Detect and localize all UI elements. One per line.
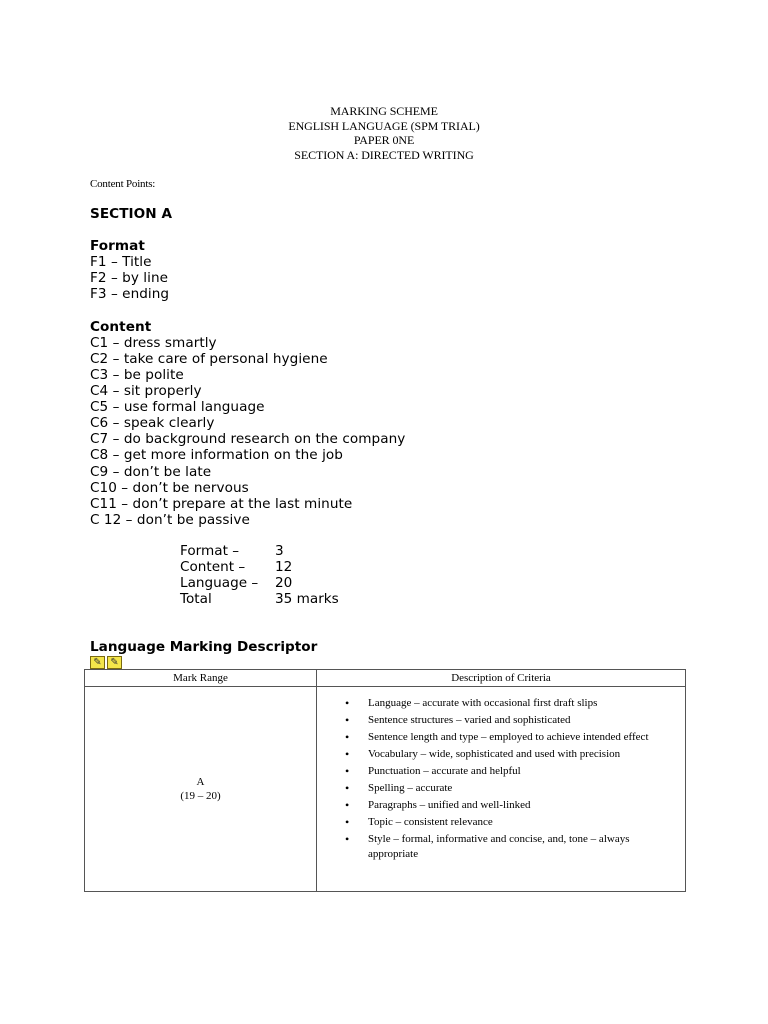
criteria-header: Description of Criteria: [317, 670, 686, 687]
header-paper: PAPER 0NE: [353, 133, 415, 147]
criteria-item: • Paragraphs – unified and well-linked: [368, 798, 675, 813]
content-points-label: Content Points:: [90, 178, 156, 190]
document-header: [0, 104, 768, 162]
comment-icon[interactable]: ✎: [90, 656, 105, 669]
section-heading: SECTION A: [90, 206, 173, 222]
content-item: C6 – speak clearly: [90, 415, 215, 432]
comment-icon[interactable]: ✎: [107, 656, 122, 669]
criteria-item: • Vocabulary – wide, sophisticated and used with precision: [368, 747, 675, 762]
content-item: C 12 – don’t be passive: [90, 511, 250, 528]
comment-markers: [90, 656, 122, 669]
format-item: F1 – Title: [90, 254, 152, 271]
criteria-item: • Topic – consistent relevance: [368, 815, 675, 830]
mark-range-cell: [85, 687, 317, 892]
content-heading: Content: [90, 318, 152, 335]
header-section: SECTION A: DIRECTED WRITING: [294, 147, 474, 162]
summary-value: 3: [275, 543, 284, 559]
criteria-item: • Style – formal, informative and concise, and, tone – always appropriate: [368, 832, 675, 862]
grade-range: (19 – 20): [180, 790, 221, 802]
criteria-item: • Sentence structures – varied and sophisticated: [368, 713, 675, 728]
content-item: C2 – take care of personal hygiene: [90, 350, 328, 367]
table-row: [85, 687, 686, 892]
content-item: C11 – don’t prepare at the last minute: [90, 495, 353, 512]
summary-value: 35 marks: [275, 591, 339, 608]
summary-label: Total: [180, 591, 212, 608]
grade-label: A: [196, 776, 205, 788]
summary-label: Content –: [180, 559, 246, 576]
header-title: MARKING SCHEME: [330, 104, 438, 118]
table-header-row: [85, 670, 686, 687]
criteria-item: • Punctuation – accurate and helpful: [368, 764, 675, 779]
criteria-item: • Spelling – accurate: [368, 781, 675, 796]
content-item: C7 – do background research on the company: [90, 431, 406, 448]
section-a-block: [90, 206, 405, 528]
criteria-cell: [317, 687, 686, 892]
content-item: C8 – get more information on the job: [90, 447, 343, 464]
content-item: C10 – don’t be nervous: [90, 479, 249, 496]
format-heading: Format: [90, 238, 145, 255]
descriptor-title: Language Marking Descriptor: [90, 639, 318, 655]
format-item: F2 – by line: [90, 270, 169, 287]
summary-value: 20: [275, 575, 293, 592]
content-item: C5 – use formal language: [90, 399, 265, 416]
summary-label: Format –: [180, 543, 240, 559]
format-item: F3 – ending: [90, 286, 170, 303]
content-item: C9 – don’t be late: [90, 463, 212, 480]
criteria-item: • Language – accurate with occasional first draft slips: [368, 696, 675, 711]
summary-label: Language –: [180, 575, 259, 592]
content-item: C4 – sit properly: [90, 383, 202, 400]
mark-range-header: Mark Range: [85, 670, 317, 687]
content-item: C3 – be polite: [90, 366, 184, 383]
summary-value: 12: [275, 559, 293, 576]
criteria-list: [317, 687, 685, 862]
header-subject: ENGLISH LANGUAGE (SPM TRIAL): [288, 118, 480, 133]
criteria-item: • Sentence length and type – employed to achieve intended effect: [368, 730, 675, 745]
content-item: C1 – dress smartly: [90, 334, 217, 351]
criteria-table: [84, 669, 686, 892]
